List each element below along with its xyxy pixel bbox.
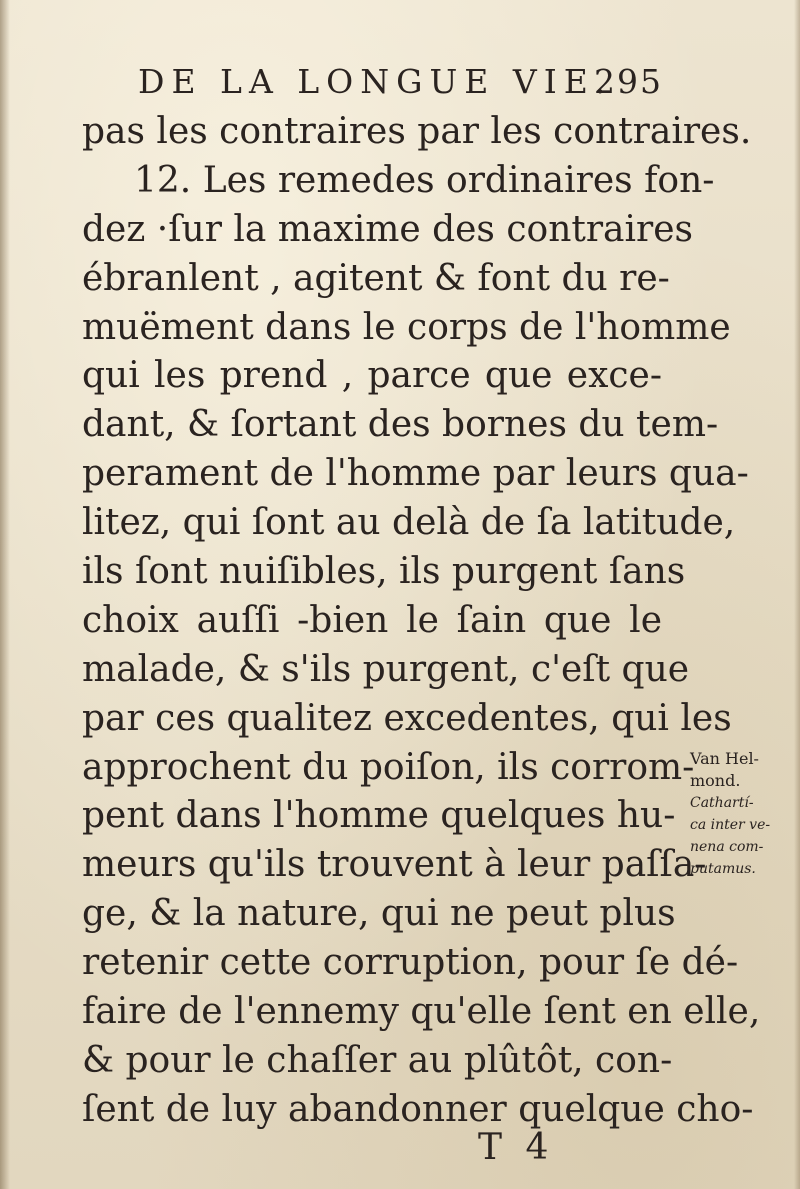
text-line: par ces qualitez excedentes, qui les xyxy=(82,697,732,739)
text-line: dez ·ſur la maxime des contraires xyxy=(82,208,694,250)
text-line: ébranlent , agitent & font du re- xyxy=(82,257,670,299)
text-line: litez, qui ſont au delà de ſa latitude, xyxy=(82,502,736,544)
text-line: muëment dans le corps de l'homme xyxy=(82,306,731,348)
text-line: qui les prend , parce que exce- xyxy=(82,355,662,397)
text-line: retenir cette corruption, pour ſe dé- xyxy=(82,942,739,984)
spine-shadow xyxy=(0,0,10,1189)
text-line: choix auſſi -bien le ſain que le xyxy=(82,599,662,641)
text-line: perament de l'homme par leurs qua- xyxy=(82,453,749,495)
margin-note xyxy=(690,748,790,880)
text-line: approchent du poiſon, ils corrom- xyxy=(82,746,695,788)
margin-note-line: mond. xyxy=(690,771,741,790)
text-line: malade, & s'ils purgent, c'eſt que xyxy=(82,648,690,690)
running-head xyxy=(138,58,663,106)
text-line: meurs qu'ils trouvent à leur paſſa- xyxy=(82,844,707,886)
text-line: ils ſont nuiſibles, ils purgent ſans xyxy=(82,551,686,593)
text-line: ge, & la nature, qui ne peut plus xyxy=(82,893,676,935)
margin-note-line: putamus. xyxy=(690,861,756,877)
margin-note-line: Van Hel- xyxy=(690,749,759,768)
text-line: 12. Les remedes ordinaires fon- xyxy=(134,159,715,201)
running-head-title: DE LA LONGUE VIE. xyxy=(138,62,613,101)
margin-note-line: Cathartí- xyxy=(690,795,754,811)
margin-note-line: nena com- xyxy=(690,839,764,855)
text-line: pent dans l'homme quelques hu- xyxy=(82,795,676,837)
text-line: pas les contraires par les contraires. xyxy=(82,111,752,152)
text-line: ſent de luy abandonner quelque cho- xyxy=(82,1088,754,1130)
text-line: faire de l'ennemy qu'elle ſent en elle, xyxy=(82,991,761,1033)
page-edge xyxy=(794,0,800,1189)
text-line: dant, & ſortant des bornes du tem- xyxy=(82,404,719,446)
page-number: 295 xyxy=(594,62,663,101)
signature-mark: T 4 xyxy=(478,1127,555,1168)
text-line: & pour le chaſſer au plûtôt, con- xyxy=(82,1039,673,1081)
margin-note-line: ca inter ve- xyxy=(690,817,771,833)
